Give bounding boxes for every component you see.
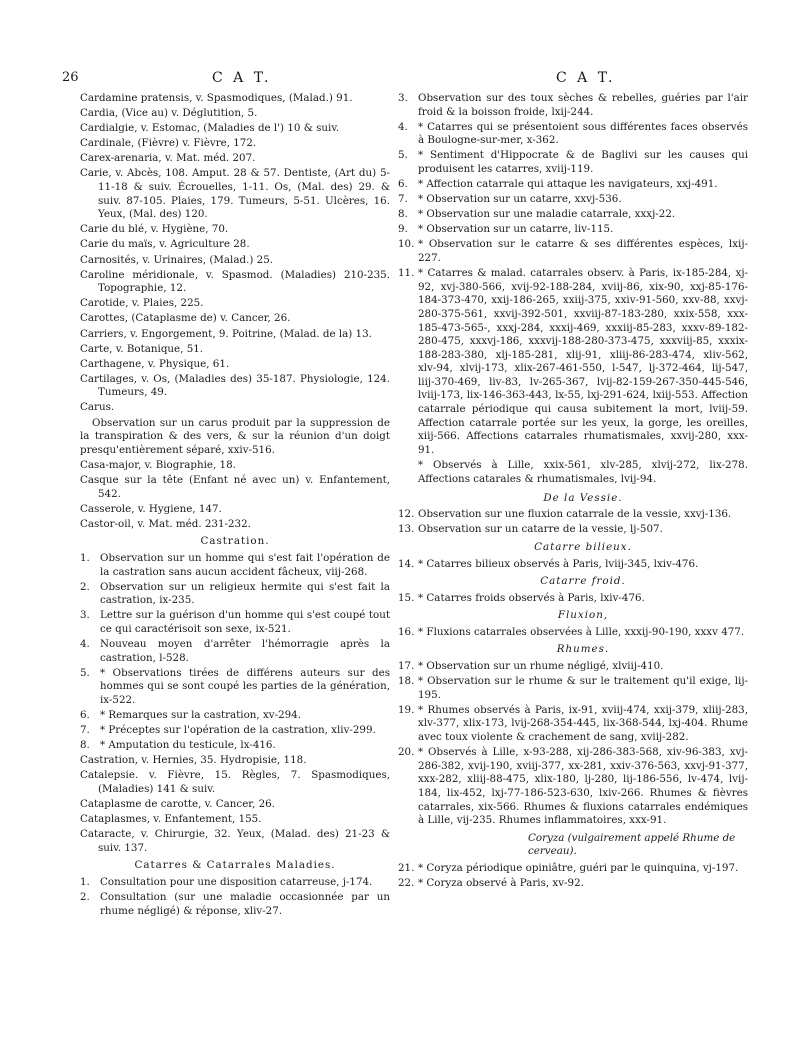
index-entry: Cartilages, v. Os, (Maladies des) 35-187. Physiologie, 124. Tumeurs, 49. <box>80 372 390 399</box>
numbered-item <box>80 891 390 918</box>
numbered-item <box>398 876 748 891</box>
index-entry: Cataplasmes, v. Enfantement, 155. <box>80 813 262 826</box>
numbered-item <box>80 552 390 579</box>
index-entry: Casa-major, v. Biographie, 18. <box>80 458 236 471</box>
item-number: 16. <box>398 625 415 638</box>
item-text: * Catarres & malad. catarrales observ. à Paris, ix-185-284, xj-92, xvj-380-566, xvij-92-188-284, xviij-86, xix-90, xxj-85-176-184-373-470, xxij-186-265, xxiij-375, xxiv-91-560, xxv-88, xxvj-280-375-561, xxvij-392-501, xxviij-87-183-280, xxix-558, xxx-185-473-565-, xxxj-284, xxxij-469, xxxiij-85-283, xxxv-89-182-280-475, xxxvj-186, xxxvij-188-280-373-475, xxxviij-85, xxxix-188-283-380, xlj-185-281, xlij-91, xliij-86-283-474, xliv-562, xlv-94, xlvij-173, xlix-267-461-550, l-547, lj-372-464, lij-547, liij-370-469, liv-83, lv-265-367, lvij-82-159-267-350-445-546, lviij-173, lix-146-363-443, lx-55, lxj-291-624, lxiij-553. Affection catarrale périodique qui causa subitement la mort, lviij-59. Affection catarrale portée sur les yeux, la gorge, les oreilles, xiij-566. Affections catarrales rhumatismales, xxvij-280, xxx-91. <box>418 267 748 456</box>
running-head-left: C A T. <box>212 70 272 86</box>
numbered-item <box>80 876 390 890</box>
item-text: Observation sur des toux sèches & rebelles, guéries par l'air froid & la boisson froide, lxij-244. <box>418 92 748 118</box>
item-text: * Observation sur un catarre, liv-115. <box>418 223 614 236</box>
section-heading: Castration. <box>200 535 270 548</box>
numbered-item <box>398 223 748 237</box>
item-number: 18. <box>398 675 415 688</box>
numbered-item <box>398 861 748 876</box>
item-text: * Amputation du testicule, lx-416. <box>100 739 276 752</box>
item-text: * Observations tirées de différens auteurs sur des hommes qui se sont coupé les parties de la génération, ix-522. <box>100 666 390 706</box>
item-number: 6. <box>398 178 408 191</box>
index-entry: Carthagene, v. Physique, 61. <box>80 357 230 370</box>
item-text: * Observation sur une maladie catarrale, xxxj-22. <box>418 208 676 221</box>
item-number: 13. <box>398 523 415 536</box>
numbered-item <box>398 625 748 640</box>
item-number: 3. <box>398 92 408 104</box>
item-number: 12. <box>398 508 415 521</box>
index-entry: Cardia, (Vice au) v. Déglutition, 5. <box>80 107 258 120</box>
index-entry: Carottes, (Cataplasme de) v. Cancer, 26. <box>80 312 291 325</box>
section-heading: Coryza (vulgairement appelé Rhume de cerveau). <box>528 831 736 858</box>
numbered-item <box>80 581 390 608</box>
index-entry: Carte, v. Botanique, 51. <box>80 342 204 355</box>
item-text: Consultation (sur une maladie occasionnée par un rhume négligé) & réponse, xliv-27. <box>100 891 390 917</box>
left-column <box>80 92 390 920</box>
index-entry: Castration, v. Hernies, 35. Hydropisie, 118. <box>80 754 307 767</box>
numbered-item <box>418 459 748 486</box>
item-number: 8. <box>80 739 90 752</box>
right-column <box>398 92 748 892</box>
item-text: * Affection catarrale qui attaque les navigateurs, xxj-491. <box>418 178 718 191</box>
index-entry: Cardialgie, v. Estomac, (Maladies de l') 10 & suiv. <box>80 122 340 135</box>
section-heading: Fluxion, <box>557 609 609 622</box>
item-number <box>398 459 418 486</box>
item-text: * Remarques sur la castration, xv-294. <box>100 708 302 721</box>
running-head-right: C A T. <box>556 70 616 86</box>
index-entry: Carriers, v. Engorgement, 9. Poitrine, (Malad. de la) 13. <box>80 327 372 340</box>
section-heading: Catarres & Catarrales Maladies. <box>134 859 336 872</box>
item-number: 15. <box>398 591 415 604</box>
item-text: Lettre sur la guérison d'un homme qui s'est coupé tout ce qui caractérisoit son sexe, ix-521. <box>100 609 390 635</box>
item-number: 2. <box>80 891 90 904</box>
item-text: * Préceptes sur l'opération de la castration, xliv-299. <box>100 724 376 737</box>
item-text: * Coryza périodique opiniâtre, guéri par le quinquina, vj-197. <box>418 861 739 874</box>
item-number: 11. <box>398 267 415 280</box>
index-entry: Cardamine pratensis, v. Spasmodiques, (Malad.) 91. <box>80 92 353 104</box>
numbered-item <box>80 739 390 753</box>
index-entry: Cataplasme de carotte, v. Cancer, 26. <box>80 798 275 810</box>
item-text: * Fluxions catarrales observées à Lille, xxxij-90-190, xxxv 477. <box>418 625 745 638</box>
numbered-item <box>80 609 390 636</box>
item-number: 10. <box>398 238 415 251</box>
item-number: 4. <box>80 637 90 650</box>
numbered-item <box>398 178 748 192</box>
numbered-item <box>80 709 390 723</box>
item-number: 9. <box>398 223 408 236</box>
numbered-item <box>80 724 390 738</box>
index-entry: Catalepsie. v. Fièvre, 15. Règles, 7. Spasmodiques, (Maladies) 141 & suiv. <box>80 769 390 795</box>
index-entry: Castor-oil, v. Mat. méd. 231-232. <box>80 517 251 530</box>
item-text: * Sentiment d'Hippocrate & de Baglivi sur les causes qui produisent les catarres, xviij-119. <box>418 149 748 175</box>
index-entry: Carus. <box>80 401 115 414</box>
item-number: 8. <box>398 208 408 221</box>
item-text: * Observation sur un rhume négligé, xlviij-410. <box>418 660 664 673</box>
item-text: Observation sur un catarre de la vessie, lj-507. <box>418 523 663 536</box>
index-entry: Caroline méridionale, v. Spasmod. (Maladies) 210-235. Topographie, 12. <box>80 268 390 295</box>
item-text: Observation sur un religieux hermite qui s'est fait la castration, ix-235. <box>100 580 390 607</box>
item-text: * Catarres bilieux observés à Paris, lviij-345, lxiv-476. <box>418 557 699 570</box>
numbered-item <box>398 193 748 207</box>
numbered-item <box>398 238 748 265</box>
index-entry: Cardinale, (Fièvre) v. Fièvre, 172. <box>80 137 257 150</box>
item-number: 14. <box>398 557 415 570</box>
item-text: * Rhumes observés à Paris, ix-91, xviij-474, xxij-379, xliij-283, xlv-377, xlix-173, lvij-268-354-445, lix-368-544, lxj-404. Rhume avec toux violente & crachement de sang, xviij-282. <box>418 703 748 744</box>
item-text: Nouveau moyen d'arrêter l'hémorragie après la castration, l-528. <box>100 637 390 664</box>
numbered-item <box>398 92 748 119</box>
numbered-item <box>398 508 748 522</box>
numbered-item <box>398 746 748 828</box>
item-number: 5. <box>80 666 90 679</box>
item-number: 17. <box>398 660 415 673</box>
numbered-item <box>398 591 748 606</box>
numbered-item <box>398 675 748 702</box>
item-text: Consultation pour une disposition catarreuse, j-174. <box>100 875 373 888</box>
numbered-item <box>398 660 748 674</box>
page-number: 26 <box>62 70 79 85</box>
item-number: 21. <box>398 861 415 874</box>
index-entry: Carie, v. Abcès, 108. Amput. 28 & 57. Dentiste, (Art du) 5-11-18 & suiv. Écrouelles, 1-11. Os, (Mal. des) 29. & suiv. 87-105. Plaies, 179. Tumeurs, 5-51. Ulcères, 16. Yeux, (Mal. des) 120. <box>80 167 390 221</box>
item-number: 22. <box>398 876 415 889</box>
numbered-item <box>398 208 748 222</box>
item-text: * Observés à Lille, xxix-561, xlv-285, xlvij-272, lix-278. Affections catarales & rhumatismales, lvij-94. <box>418 458 748 485</box>
numbered-item <box>398 267 748 457</box>
item-number: 7. <box>398 193 408 206</box>
numbered-item <box>398 149 748 176</box>
index-entry: Carnosités, v. Urinaires, (Malad.) 25. <box>80 253 274 266</box>
numbered-item <box>398 523 748 537</box>
index-entry: Carex-arenaria, v. Mat. méd. 207. <box>80 152 256 165</box>
item-number: 5. <box>398 149 408 162</box>
numbered-item <box>398 703 748 745</box>
item-number: 4. <box>398 120 408 133</box>
item-number: 1. <box>80 551 90 564</box>
index-entry: Carie du maïs, v. Agriculture 28. <box>80 238 250 251</box>
item-number: 20. <box>398 746 415 759</box>
item-text: Observation sur un homme qui s'est fait l'opération de la castration sans aucun accident fâcheux, viij-268. <box>100 551 390 578</box>
item-text: * Observation sur le rhume & sur le traitement qu'il exige, lij-195. <box>418 675 748 701</box>
item-text: Observation sur une fluxion catarrale de la vessie, xxvj-136. <box>418 508 732 521</box>
section-heading: Rhumes. <box>556 643 610 656</box>
numbered-item <box>80 638 390 665</box>
numbered-item <box>80 667 390 708</box>
item-text: * Catarres qui se présentoient sous différentes faces observés à Boulogne-sur-mer, x-362. <box>418 120 748 147</box>
item-number: 19. <box>398 703 415 716</box>
numbered-item <box>398 120 748 148</box>
index-entry: Carotide, v. Plaies, 225. <box>80 297 204 310</box>
item-number: 7. <box>80 724 90 737</box>
section-heading: De la Vessie. <box>543 491 623 504</box>
section-heading: Catarre froid. <box>540 575 626 588</box>
index-entry: Cataracte, v. Chirurgie, 32. Yeux, (Malad. des) 21-23 & suiv. 137. <box>80 828 390 854</box>
index-entry: Carie du blé, v. Hygiène, 70. <box>80 223 229 236</box>
item-number: 2. <box>80 580 90 593</box>
section-heading: Catarre bilieux. <box>534 540 632 553</box>
carus-paragraph: Observation sur un carus produit par la suppression de la transpiration & des vers, & sur la réunion d'un doigt presqu'entièrement séparé, xxiv-516. <box>80 416 390 456</box>
item-text: * Catarres froids observés à Paris, lxiv-476. <box>418 591 645 604</box>
numbered-item <box>398 557 748 572</box>
item-text: * Coryza observé à Paris, xv-92. <box>418 876 584 889</box>
index-entry: Casserole, v. Hygiene, 147. <box>80 502 222 515</box>
item-text: * Observation sur le catarre & ses différentes espèces, lxij-227. <box>418 238 748 265</box>
item-number: 6. <box>80 708 90 721</box>
index-entry: Casque sur la tête (Enfant né avec un) v. Enfantement, 542. <box>80 473 390 500</box>
item-text: * Observation sur un catarre, xxvj-536. <box>418 193 622 206</box>
item-number: 3. <box>80 609 90 622</box>
item-number: 1. <box>80 875 90 888</box>
item-text: * Observés à Lille, x-93-288, xij-286-383-568, xiv-96-383, xvj-286-382, xvij-190, xviij-377, xx-281, xxiv-376-563, xxvj-91-377, xxx-282, xliij-88-475, xlix-180, lj-280, lij-186-556, lv-474, lvij-184, lix-452, lxj-77-186-523-630, lxiv-266. Rhumes & fièvres catarrales, xix-566. Rhumes & fluxions catarrales endémiques à Lille, vij-235. Rhumes inflammatoires, xxx-91. <box>418 746 748 827</box>
